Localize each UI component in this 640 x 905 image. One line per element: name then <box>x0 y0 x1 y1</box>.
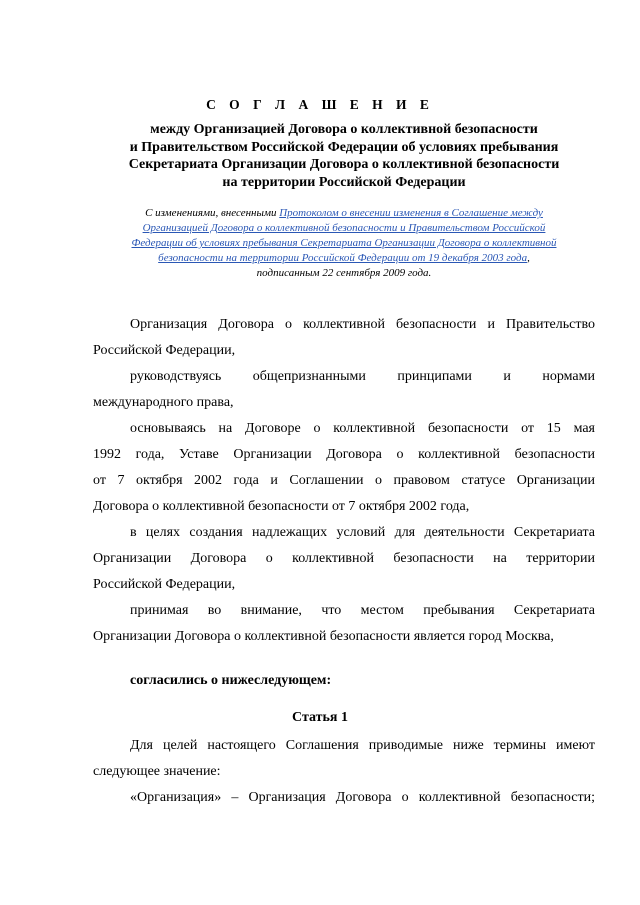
preamble-paragraph <box>93 520 595 598</box>
preamble-paragraph <box>93 598 595 650</box>
subtitle-line: Секретариата Организации Договора о коллективной безопасности <box>128 157 560 172</box>
text-line: следующее значение: <box>93 764 221 779</box>
article-paragraph <box>93 785 595 811</box>
document-subtitle <box>93 121 595 191</box>
amendment-link-suffix: , <box>527 252 530 264</box>
document-title: С О Г Л А Ш Е Н И Е <box>206 97 434 112</box>
amendment-protocol-link[interactable]: Протоколом о внесении изменения в Соглашение между <box>279 207 543 219</box>
amendment-line <box>90 236 598 251</box>
subtitle-line: между Организацией Договора о коллективной безопасности <box>150 122 538 137</box>
text-line: Российской Федерации, <box>93 577 236 592</box>
amendment-line <box>90 221 598 236</box>
amendment-prefix: С изменениями, внесенными <box>145 207 280 219</box>
text-line: Для целей настоящего Соглашения приводимые ниже термины имеют <box>130 738 595 753</box>
article-1-body <box>93 733 595 811</box>
text-line: Организации Договора о коллективной безопасности является город Москва, <box>93 629 554 644</box>
text-line: Договора о коллективной безопасности от 7 октября 2002 года, <box>93 499 470 514</box>
text-line: в целях создания надлежащих условий для деятельности Секретариата <box>130 525 595 540</box>
agreed-statement: согласились о нижеследующем: <box>130 673 332 688</box>
amendment-note <box>90 206 598 281</box>
text-line: Организация Договора о коллективной безопасности и Правительство <box>130 317 595 332</box>
article-1-heading: Статья 1 <box>292 710 348 725</box>
preamble-paragraph <box>93 416 595 520</box>
text-line: международного права, <box>93 395 234 410</box>
preamble-paragraph <box>93 312 595 364</box>
amendment-line <box>90 251 598 266</box>
subtitle-line: на территории Российской Федерации <box>222 174 466 190</box>
text-line: Организации Договора о коллективной безопасности на территории <box>93 551 595 566</box>
article-paragraph <box>93 733 595 785</box>
amendment-protocol-link[interactable]: Организацией Договора о коллективной безопасности и Правительством Российской <box>142 222 546 234</box>
text-line: Российской Федерации, <box>93 343 236 358</box>
preamble <box>93 312 595 650</box>
subtitle-line: и Правительством Российской Федерации об условиях пребывания <box>129 139 559 155</box>
text-line: руководствуясь общепризнанными принципами и нормами <box>130 369 595 384</box>
text-line: принимая во внимание, что местом пребывания Секретариата <box>130 603 595 618</box>
text-line: основываясь на Договоре о коллективной безопасности от 15 мая <box>130 421 595 436</box>
amendment-protocol-link[interactable]: Федерации об условиях пребывания Секретариата Организации Договора о коллективной <box>131 237 557 249</box>
amendment-signed-line: подписанным 22 сентября 2009 года. <box>256 267 432 279</box>
preamble-paragraph <box>93 364 595 416</box>
amendment-line <box>90 206 598 221</box>
amendment-protocol-link[interactable]: безопасности на территории Российской Федерации от 19 декабря 2003 года <box>158 252 528 264</box>
text-line: «Организация» – Организация Договора о коллективной безопасности; <box>130 790 595 805</box>
text-line: от 7 октября 2002 года и Соглашении о правовом статусе Организации <box>93 473 595 488</box>
text-line: 1992 года, Уставе Организации Договора о коллективной безопасности <box>93 447 595 462</box>
